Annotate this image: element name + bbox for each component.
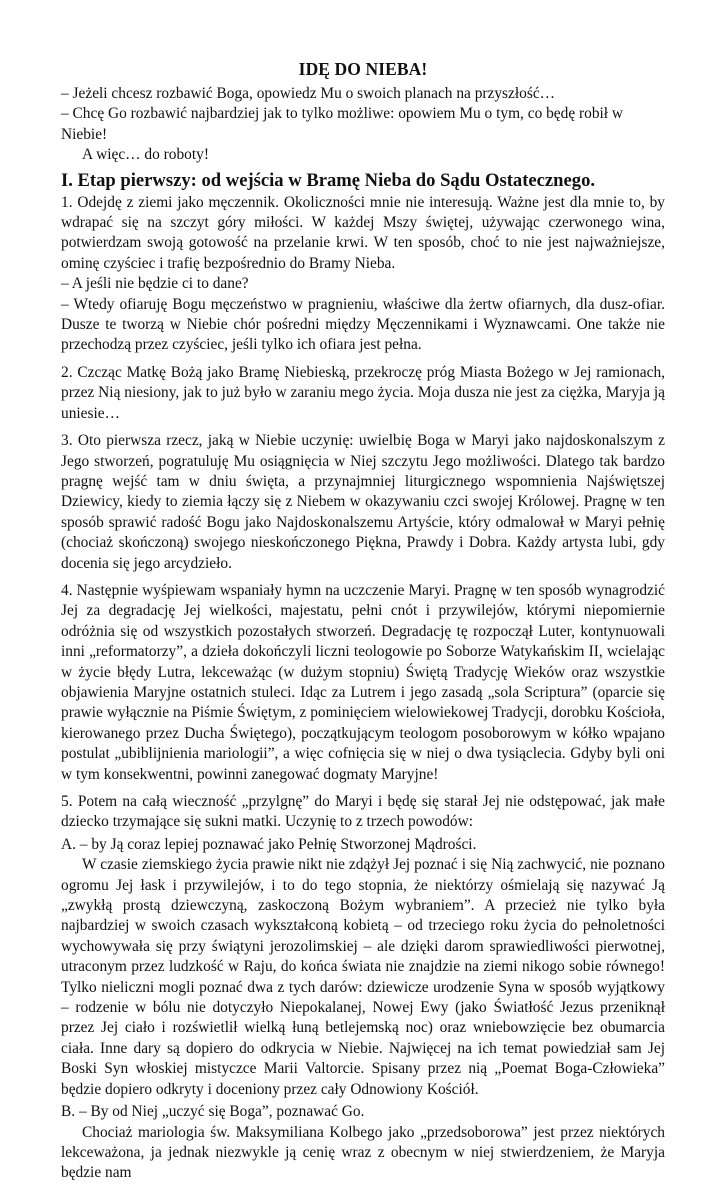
paragraph-1: 1. Odejdę z ziemi jako męczennik. Okoliczności mnie nie interesują. Ważne jest dla mnie to, by wdrapać się na szczyt góry miłości. W każdej Mszy świętej, używając czerwonego wina, potwierdzam swoją gotowość na przelanie krwi. W ten sposób, choć to nie jest najważniejsze, ominę czyściec i trafię bezpośrednio do Bramy Nieba. xyxy=(61,193,665,272)
section-heading: I. Etap pierwszy: od wejścia w Bramę Nieba do Sądu Ostatecznego. xyxy=(61,169,596,191)
paragraph-3: 3. Oto pierwsza rzecz, jaką w Niebie uczynię: uwielbię Boga w Maryi jako najdoskonalszym z Jego stworzeń, pogratuluję Mu osiągnięcia w Niej szczytu Jego możliwości. Dlatego tak bardzo pragnę wejść tam w dniu święta, a przynajmniej liturgicznego wspomnienia Najświętszej Dziewicy, kiedy to ziemia łączy się z Niebem w okazywaniu czci swojej Królowej. Pragnę w ten sposób sprawić radość Bogu jako Najdoskonalszemu Artyście, który odmalował w Maryi pełnię (chociaż skończoną) swojego nieskończonego Piękna, Prawdy i Dobra. Każdy artysta lubi, gdy docenia się jego arcydzieło. xyxy=(61,432,665,572)
paragraph-5: 5. Potem na całą wieczność „przylgnę” do Maryi i będę się starał Jej nie odstępować, jak małe dziecko trzymające się sukni matki. Uczynię to z trzech powodów: xyxy=(61,793,665,831)
paragraph-5b-label: B. – By od Niej „uczyć się Boga”, poznawać Go. xyxy=(61,1103,365,1121)
paragraph-4: 4. Następnie wyśpiewam wspaniały hymn na uczczenie Maryi. Pragnę w ten sposób wynagrodzić Jej za degradację Jej wielkości, majestatu, pełni cnót i przywilejów, którymi niepomiernie odróżnia się od wszystkich pozostałych stworzeń. Degradację tę rozpoczął Luter, kontynuowali inni „reformatorzy”, a dzieła dokończyli liczni teologowie po Soborze Watykańskim II, wcielając w życie błędy Lutra, lekceważąc (w dużym stopniu) Świętą Tradycję Wieków oraz wszystkie objawienia Maryjne ostatnich stuleci. Idąc za Lutrem i jego zasadą „sola Scriptura” (oparcie się prawie wyłącznie na Piśmie Świętym, z pominięciem wielowiekowej Tradycji, dorobku Kościoła, kierowanego przez Ducha Świętego), początkującym teologom posoborowym w kółko wpajano postulat „ubiblijnienia mariologii”, a więc cofnięcia się w niej o dwa tysiąclecia. Gdyby byli oni w tym konsekwentni, powinni zanegować dogmaty Maryjne! xyxy=(61,581,665,783)
document-title: IDĘ DO NIEBA! xyxy=(298,59,428,79)
intro-line-1: – Jeżeli chcesz rozbawić Boga, opowiedz Mu o swoich planach na przyszłość… xyxy=(61,85,556,102)
paragraph-5a-label: A. – by Ją coraz lepiej poznawać jako Pełnię Stworzonej Mądrości. xyxy=(61,835,477,853)
paragraph-1-answer: – Wtedy ofiaruję Bogu męczeństwo w pragnieniu, właściwe dla żertw ofiarnych, dla dusz-ofiar. Dusze te tworzą w Niebie chór pośredni między Męczennikami i Wyznawcami. One także nie przechodzą przez czyściec, jeśli tylko ich ofiara jest pełna. xyxy=(61,295,665,354)
paragraph-1-question: – A jeśli nie będzie ci to dane? xyxy=(61,275,249,293)
document-page xyxy=(61,58,665,1184)
paragraph-2: 2. Czcząc Matkę Bożą jako Bramę Niebieską, przekroczę próg Miasta Bożego w Jej ramionach, przez Nią niesiony, jak to już było w zaraniu mego życia. Moja dusza nie jest za ciężka, Maryja ją uniesie… xyxy=(61,363,665,422)
intro-line-2: – Chcę Go rozbawić najbardziej jak to tylko możliwe: opowiem Mu o tym, co będę robił w Niebie! xyxy=(61,105,624,143)
paragraph-5b-text: Chociaż mariologia św. Maksymiliana Kolbego jako „przedsoborowa” jest przez niektórych lekceważona, ja jednak niezwykle ją cenię wraz z obecnym w niej stwierdzeniem, że Maryja będzie nam xyxy=(61,1123,665,1182)
paragraph-5a-text: W czasie ziemskiego życia prawie nikt nie zdążył Jej poznać i się Nią zachwycić, nie poznano ogromu Jej łask i przywilejów, i to do tego stopnia, że niektórzy ośmielają się nazywać Ją „zwykłą prostą dziewczyną, zaskoczoną Bożym wybraniem”. A przecież nie tylko była najbardziej w swoich czasach wykształconą kobietą – od trzeciego roku życia do pełnoletności wychowywała się przy świątyni jerozolimskiej – ale dzięki darom sprawiedliwości pierwotnej, utraconym przez ludzkość w Raju, do końca świata nie znajdzie na ziemi nikogo sobie równego! Tylko nieliczni mogli poznać dwa z tych darów: dziewicze urodzenie Syna w sposób wyjątkowy – rodzenie w bólu nie dotyczyło Niepokalanej, Nowej Ewy (jako Światłość Jezus przeniknął przez Jej ciało i rozświetlił wielką łuną betlejemską noc) oraz wniebowzięcie bez obumarcia ciała. Inne dary są dopiero do odkrycia w Niebie. Najwięcej na ich temat powiedział sam Jej Boski Syn włoskiej mistyczce Marii Valtorcie. Spisany przez nią „Poemat Boga-Człowieka” będzie dopiero odkryty i doceniony przez cały Odnowiony Kościół. xyxy=(61,856,665,1098)
intro-line-3: A więc… do roboty! xyxy=(82,146,209,164)
